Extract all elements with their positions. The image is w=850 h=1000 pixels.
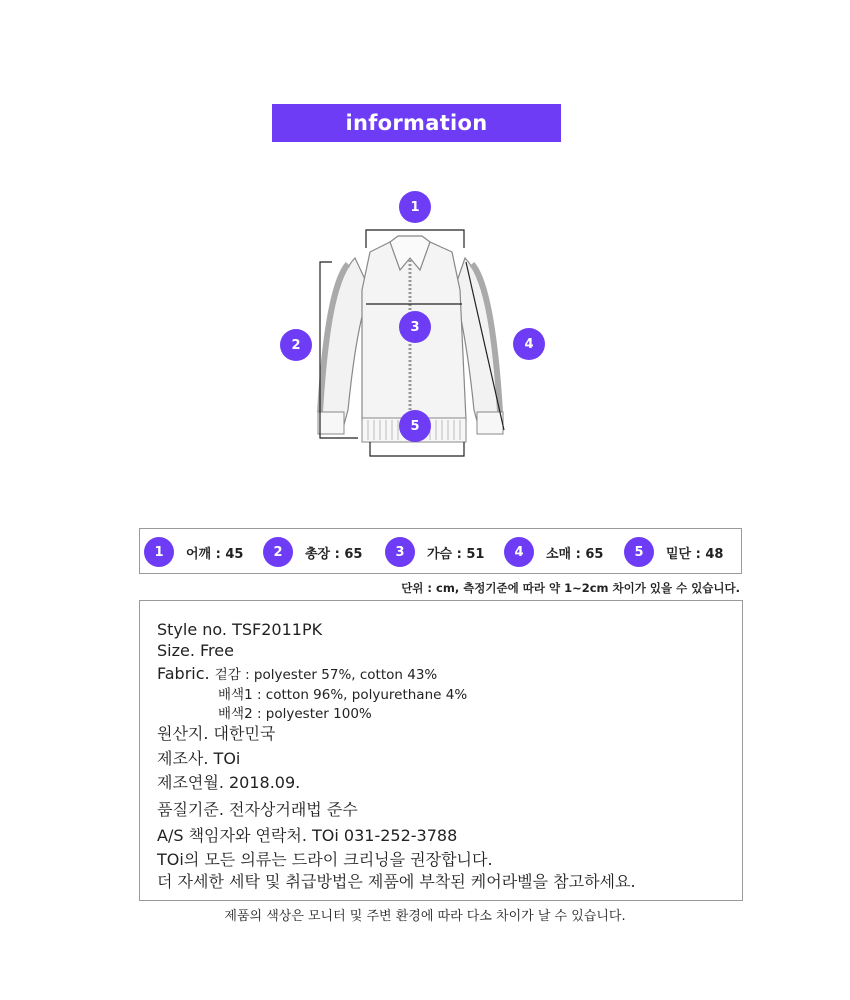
legend-number: 5 [624,537,654,567]
marker-1: 1 [399,191,431,223]
fabric-main: 겉감 : polyester 57%, cotton 43% [214,667,438,683]
care-note-1: TOi의 모든 의류는 드라이 크리닝을 권장합니다. [157,850,493,869]
information-banner [272,104,561,142]
fabric-label: Fabric. [157,664,210,683]
marker-3: 3 [399,311,431,343]
color-disclaimer: 제품의 색상은 모니터 및 주변 환경에 따라 다소 차이가 날 수 있습니다. [224,909,626,924]
legend-number: 3 [385,537,415,567]
size-legend [139,528,742,574]
unit-note: 단위 : cm, 측정기준에 따라 약 1~2cm 차이가 있을 수 있습니다. [401,581,740,595]
legend-number: 1 [144,537,174,567]
care-note-2: 더 자세한 세탁 및 취급방법은 제품에 부착된 케어라벨을 참고하세요. [157,872,636,891]
quality-standard: 품질기준. 전자상거래법 준수 [157,800,358,819]
product-info-box [139,600,743,901]
marker-4: 4 [513,328,545,360]
size-text: Size. Free [157,641,234,660]
legend-number: 4 [504,537,534,567]
legend-text: 어깨 : 45 [186,546,244,562]
legend-item-shoulder [144,537,243,567]
legend-item-sleeve [504,537,603,567]
as-contact: A/S 책임자와 연락처. TOi 031-252-3788 [157,826,458,845]
marker-2: 2 [280,329,312,361]
fabric-sub2: 배색2 : polyester 100% [218,706,372,722]
fabric-sub1: 배색1 : cotton 96%, polyurethane 4% [218,687,468,703]
origin-text: 원산지. 대한민국 [157,724,276,743]
legend-text: 소매 : 65 [546,546,604,562]
maker-text: 제조사. TOi [157,749,241,768]
legend-number: 2 [263,537,293,567]
fabric-row [157,663,437,683]
legend-item-chest [385,537,484,567]
style-number: Style no. TSF2011PK [157,620,323,639]
legend-text: 가슴 : 51 [427,546,485,562]
legend-text: 밑단 : 48 [666,546,724,562]
jacket-size-diagram [270,180,580,480]
legend-item-length [263,537,362,567]
manufacture-date: 제조연월. 2018.09. [157,773,301,792]
legend-item-hem [624,537,723,567]
legend-text: 총장 : 65 [305,546,363,562]
banner-title: information [345,111,488,135]
marker-5: 5 [399,410,431,442]
